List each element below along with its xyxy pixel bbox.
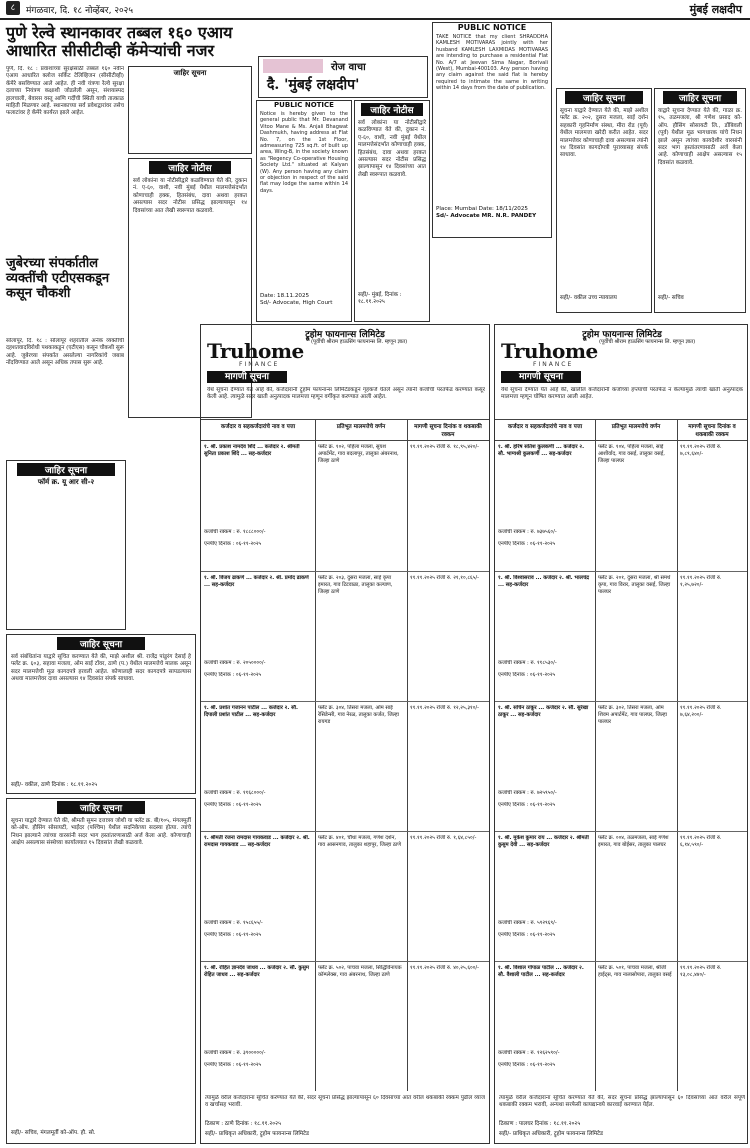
property-description: फ्लॅट क्र. ४०१, चौथा मजला, गणेश दर्शन, गाव आसनगाव, तालुका शहापूर, जिल्हा ठाणे <box>318 835 401 848</box>
truhome-right-th-name: कर्जदार व सहकर्जदारांचे नाव व पत्ता <box>507 424 583 430</box>
table-row <box>201 831 489 962</box>
notice-left-text: सर्व लोकांना या नोटीसीद्वारे कळविण्यात येते की, दुकान नं. ए-६०, वाशी, नवी मुंबई येथील मालमत्तेसंदर्भात कोणाचाही हक्क, हितसंबंध, दावा अथवा हरकत असल्यास सदर नोटीस प्रसिद्ध झाल्यापासून १४ दिवसांच्या आत लेखी स्वरूपात कळवावे. <box>133 178 247 214</box>
npa-date: एनपीए दिनांक : ०६-११-२०२५ <box>204 802 262 808</box>
truhome-left-logo-sub: FINANCE <box>239 361 280 368</box>
promo-main: दै. 'मुंबई लक्षदीप' <box>267 77 360 93</box>
table-row <box>495 441 747 571</box>
truhome-left-sign: सही/- प्राधिकृत अधिकारी, ट्रूहोम फायनान्स लिमिटेड <box>205 1131 309 1137</box>
right-notice-2-sign: सही/- सचिव <box>658 295 684 301</box>
page-header <box>0 0 750 20</box>
truhome-notice-right <box>494 324 748 1144</box>
npa-date: एनपीए दिनांक : ०६-११-२०२५ <box>204 932 262 938</box>
truhome-left-intro: येथे सूचना देण्यात येत आहे की, कर्जदारांनी ट्रूहोम फायनान्स लिमिटेडकडून गृहकर्ज घेतले असून त्यांनी कर्जाची परतफेड करण्यात कसूर केली आहे. त्यामुळे सदर खाती अनुत्पादक मालमत्ता म्हणून वर्गीकृत करण्यात आली आहेत. <box>207 387 485 401</box>
truhome-right-place: ठिकाण : पालघर दिनांक : १८.११.२०२५ <box>499 1121 581 1127</box>
outstanding-amount: ११.११.२०२५ रोजी रु. २१,१०,८६५/- <box>410 575 480 581</box>
loan-amount: कर्जाची रक्कम : रु. ३९०००००/- <box>204 1050 266 1056</box>
truhome-right-company-sub: (पूर्वीची श्रीराम हाऊसिंग फायनान्स लि. म्हणून ज्ञात) <box>599 339 696 345</box>
borrower-name: १. श्रीमती रंजना रामदास गायकवाड ... कर्जदार २. श्री. रामदास गायकवाड ... सह-कर्जदार <box>204 835 310 848</box>
property-description: फ्लॅट क्र. २०३, दुसरा मजला, साई कृपा इमारत, गाव टिटवाळा, तालुका कल्याण, जिल्हा ठाणे <box>318 575 393 595</box>
notice-left-title: जाहिर नोटीस <box>149 161 231 174</box>
jahir-notice-center-title: जाहिर नोटीस <box>361 103 423 116</box>
tender-box <box>6 460 126 630</box>
outstanding-amount: ११.११.२०२५ रोजी रु. १,६४,८५०/- <box>410 835 477 841</box>
table-row <box>201 961 489 1092</box>
promo-box <box>258 56 428 98</box>
borrower-name: १. श्री. प्रकाश नामदेव शिंदे ... कर्जदार २. श्रीमती सुनिता प्रकाश शिंदे ... सह-कर्जदार <box>204 444 300 457</box>
truhome-right-thead <box>495 419 747 441</box>
truhome-left-place: ठिकाण : ठाणे दिनांक : १८.११.२०२५ <box>205 1121 281 1127</box>
public-notice-1-text: Notice is hereby given to the general public that Mr. Devanand Vitoo Mane & Ms. Anjali Bhagwat Dashmukh, having address at Flat No. 7, on the 1st Floor, admeasuring 725 sq.ft. of built up area, Wing-B, in the society known as "Regency Co-operative Housing Society Ltd." situated at Kalyan (W). Any person having any claim or objection in respect of the said flat may lodge the same within 14 days. <box>260 111 348 194</box>
borrower-name: १. श्री. हरिष सतिश कुलकर्णी ... कर्जदार २. सौ. भाग्यश्री कुलकर्णी ... सह-कर्जदार <box>498 444 585 457</box>
headline-line2: आधारित सीसीटीव्ही कॅमेऱ्यांची नजर <box>6 41 215 60</box>
bottom-left-notice-2 <box>6 798 196 1144</box>
bottom-left-2-text: सूचना याद्वारे देण्यात येते की, श्रीमती सुमन दत्तात्रय जोशी या फ्लॅट क्र. बी/१०५, मंगलमूर्ती को-ऑप. हौसिंग सोसायटी, भाईंदर (पश्चिम) येथील सदनिकेच्या सदस्या होत्या. त्यांचे निधन झाल्याने त्यांच्या वारसांनी सदर भाग हस्तांतरणासाठी अर्ज केला आहे. कोणाचाही आक्षेप असल्यास संस्थेच्या कार्यालयात १५ दिवसांत लेखी कळवावे. <box>11 818 191 847</box>
truhome-right-sign: सही/- प्राधिकृत अधिकारी, ट्रूहोम फायनान्स लिमिटेड <box>499 1131 603 1137</box>
right-notice-1-title: जाहिर सूचना <box>565 91 643 104</box>
npa-date: एनपीए दिनांक : ०६-११-२०२५ <box>498 541 556 547</box>
loan-amount: कर्जाची रक्कम : रु. १२६२५९०/- <box>498 1050 560 1056</box>
truhome-right-company: ट्रूहोम फायनान्स लिमिटेड <box>582 330 662 340</box>
truhome-left-th-prop: प्रतिभूत मालमत्तेचे वर्णन <box>336 424 386 430</box>
truhome-right-th-amt: मागणी सूचना दिनांक व थकबाकी रक्कम <box>688 424 736 438</box>
news-main-text: पुणे, दि. १८ : प्रवाशांच्या सुरक्षेसाठी तब्बल १६० नवीन एआय आधारित क्लोज सर्किट टेलिव्हिजन (सीसीटीव्ही) कॅमेरे बसविण्यात आले आहेत. ही नवी यंत्रणा रेल्वे सुरक्षा दलाच्या नियंत्रण कक्षाशी जोडलेली असून, संशयास्पद हालचाली, बेवारस वस्तू आणि गर्दीची स्थिती याची तात्काळ माहिती मिळणार आहे. स्थानकाच्या सर्व प्रवेशद्वारांवर तसेच फलाटांवर हे कॅमेरे कार्यरत झाले आहेत. <box>6 66 124 117</box>
table-row <box>495 701 747 832</box>
truhome-left-company-sub: (पूर्वीची श्रीराम हाऊसिंग फायनान्स लि. म्हणून ज्ञात) <box>311 339 408 345</box>
property-description: फ्लॅट क्र. ३०४, तिसरा मजला, ओम साई रेसिडेन्सी, गाव नेरळ, तालुका कर्जत, जिल्हा रायगड <box>318 705 400 725</box>
npa-date: एनपीए दिनांक : ०६-११-२०२५ <box>204 541 262 547</box>
loan-amount: कर्जाची रक्कम : रु. १५८६५५/- <box>204 920 263 926</box>
loan-amount: कर्जाची रक्कम : रु. ७२५९५०/- <box>498 790 557 796</box>
borrower-name: १. श्री. विशाल गोपाळ पाटील ... कर्जदार २. सौ. वैशाली पाटील ... सह-कर्जदार <box>498 965 584 978</box>
headline-line1: पुणे रेल्वे स्थानकावर तब्बल १६० एआय <box>6 23 233 42</box>
truhome-left-logo: Truhome <box>207 339 304 363</box>
truhome-left-th-amt: मागणी सूचना दिनांक व थकबाकी रक्कम <box>414 424 482 438</box>
page-date: मंगळवार, दि. १८ नोव्हेंबर, २०२५ <box>26 6 134 16</box>
bottom-left-1-title: जाहिर सूचना <box>57 637 145 650</box>
promo-strip <box>263 59 323 73</box>
table-row <box>201 701 489 832</box>
outstanding-amount: ११.११.२०२५ रोजी रु. ७,६४,२००/- <box>680 705 722 718</box>
table-row <box>495 831 747 962</box>
jahir-notice-center-sign: सही/- मुंबई, दिनांक : १८.११.२०२५ <box>358 292 402 305</box>
loan-amount: कर्जाची रक्कम : रु. १८८८०००/- <box>204 529 266 535</box>
npa-date: एनपीए दिनांक : ०६-११-२०२५ <box>498 672 556 678</box>
property-description: फ्लॅट क्र. १०४, पहिला मजला, साई आशीर्वाद, गाव वसई, तालुका वसई, जिल्हा पालघर <box>598 444 665 464</box>
outstanding-amount: ११.११.२०२५ रोजी रु. ६,१४,५९०/- <box>680 835 722 848</box>
public-notice-1-date: Date: 18.11.2025 <box>260 293 310 299</box>
loan-amount: कर्जाची रक्कम : रु. ११८५३०/- <box>498 660 557 666</box>
borrower-name: १. श्री. मुकेश कुमार राय ... कर्जदार २. श्रीमती कुसुम देवी ... सह-कर्जदार <box>498 835 589 848</box>
bottom-left-1-sign: सही/- वकील, ठाणे दिनांक : १८.११.२०२५ <box>11 782 98 788</box>
npa-date: एनपीए दिनांक : ०६-११-२०२५ <box>498 1062 556 1068</box>
property-description: फ्लॅट क्र. ००४, तळमजला, साई गणेश इमारत, गाव बोईसर, तालुका पालघर <box>598 835 669 848</box>
public-notice-1-title: PUBLIC NOTICE <box>274 101 334 109</box>
outstanding-amount: ११.११.२०२५ रोजी रु. १,२५,७२०/- <box>680 575 722 588</box>
loan-amount: कर्जाची रक्कम : रु. ७३७५६०/- <box>498 529 557 535</box>
right-notice-2 <box>654 88 746 313</box>
property-description: फ्लॅट क्र. ५०२, पाचवा मजला, सिद्धिविनायक कॉम्प्लेक्स, गाव अंबरनाथ, जिल्हा ठाणे <box>318 965 402 978</box>
truhome-right-intro: येथे सूचना देण्यात येत आहे की, खालील कर्जदारांनी कर्जाच्या हप्त्यांची परतफेड न केल्यामुळे त्यांची खाती अनुत्पादक मालमत्ता म्हणून घोषित करण्यात आली आहेत. <box>501 387 743 401</box>
npa-date: एनपीए दिनांक : ०६-११-२०२५ <box>204 672 262 678</box>
public-notice-2-text: TAKE NOTICE that my client SHRADDHA KAMLESH MOTIVARAS jointly with her husband KAMLESH LAXMIDAS MOTIVARAS are intending to purchase a residential Flat No. A/7 at Jeevan Sima Nagar, Borivali (West), Mumbai-400103. Any person having any claim against the said flat is hereby required to intimate the same in writing within 14 days from the date of publication. <box>436 34 548 92</box>
outstanding-amount: ११.११.२०२५ रोजी रु. १२,२५,३१०/- <box>410 705 480 711</box>
property-description: फ्लॅट क्र. ५०१, पाचवा मजला, श्रीजी हाईट्स, गाव नालासोपारा, तालुका वसई <box>598 965 672 978</box>
property-description: फ्लॅट क्र. २०१, दुसरा मजला, श्री समर्थ कृपा, गाव विरार, तालुका वसई, जिल्हा पालघर <box>598 575 671 595</box>
notice-small-title: जाहिर सूचना <box>173 69 207 77</box>
table-row <box>201 571 489 702</box>
news-second-text: सोलापूर, दि. १८ : सोलापूर शहरातील अनेक व्यक्तींची दहशतवादविरोधी पथकाकडून (एटीएस) कसून चौकशी सुरू आहे. जुबेरच्या संपर्कात असलेल्या नागरिकांचे जबाब नोंदविण्यात आले असून अधिक तपास सुरू आहे. <box>6 338 124 367</box>
public-notice-1 <box>256 100 352 322</box>
outstanding-amount: ११.११.२०२५ रोजी रु. १८,९५,४२०/- <box>410 444 480 450</box>
truhome-right-footer: त्यामुळे वरील कर्जदारांना सूचित करण्यात येते की, सदर सूचना प्रसिद्ध झाल्यापासून ६० दिवसांच्या आत वरील संपूर्ण थकबाकी रक्कम भरावी, अन्यथा सरफेसी कायद्यान्वये कारवाई करण्यात येईल. <box>499 1095 745 1109</box>
loan-amount: कर्जाची रक्कम : रु. ११६८०००/- <box>204 790 266 796</box>
truhome-right-demand: मागणी सूचना <box>501 371 581 383</box>
table-row <box>495 961 747 1092</box>
property-description: फ्लॅट क्र. १०२, पहिला मजला, सुयश अपार्टमेंट, गाव बदलापूर, तालुका अंबरनाथ, जिल्हा ठाणे <box>318 444 399 464</box>
public-notice-1-sign: Sd/- Advocate, High Court <box>260 300 333 306</box>
borrower-name: १. श्री. प्रशांत गजानन पाटील ... कर्जदार २. सौ. दिपाली प्रशांत पाटील ... सह-कर्जदार <box>204 705 298 718</box>
truhome-left-company: ट्रूहोम फायनान्स लिमिटेड <box>305 330 385 340</box>
npa-date: एनपीए दिनांक : ०६-११-२०२५ <box>204 1062 262 1068</box>
loan-amount: कर्जाची रक्कम : रु. २०५००००/- <box>204 660 266 666</box>
tender-sub: फॉर्म क्र. यू आर सी-२ <box>37 478 95 486</box>
right-notice-1 <box>556 88 652 313</box>
truhome-left-footer: त्यामुळे वरील कर्जदारांना सूचित करण्यात येते की, सदर सूचना प्रसिद्ध झाल्यापासून ६० दिवसांच्या आत वरील थकबाकी रक्कम पुढील व्याज व खर्चासह भरावी. <box>205 1095 485 1109</box>
right-notice-2-text: याद्वारे सूचना देण्यात येते की, गाळा क्र. १५, तळमजला, श्री गणेश प्रसाद को-ऑप. हौसिंग सोसायटी लि., डोंबिवली (पूर्व) येथील मूळ भागधारक यांचे निधन झाले असून त्यांच्या कायदेशीर वारसांनी सदर भाग हस्तांतरणासाठी अर्ज केला आहे. कोणाचाही आक्षेप असल्यास १५ दिवसांत कळवावे. <box>658 108 742 166</box>
truhome-left-th-name: कर्जदार व सहकर्जदारांचे नाव व पत्ता <box>220 424 296 430</box>
table-row <box>495 571 747 702</box>
loan-amount: कर्जाची रक्कम : रु. ५९२९६९/- <box>498 920 557 926</box>
truhome-notice-left <box>200 324 490 1144</box>
outstanding-amount: ११.११.२०२५ रोजी रु. ७,८९,६४०/- <box>680 444 722 457</box>
truhome-right-logo-sub: FINANCE <box>533 361 574 368</box>
property-description: फ्लॅट क्र. ३०२, तिसरा मजला, ओम शिवम अपार्टमेंट, गाव पालघर, जिल्हा पालघर <box>598 705 668 725</box>
public-notice-2-place: Place: Mumbai Date: 18/11/2025 <box>436 206 528 212</box>
truhome-right-logo: Truhome <box>501 339 598 363</box>
outstanding-amount: ११.११.२०२५ रोजी रु. १३,०८,४४०/- <box>680 965 722 978</box>
right-notice-1-sign: सही/- वकील उच्च न्यायालय <box>560 295 617 301</box>
borrower-name: १. श्री. रोहित ज्ञानदेव जाधव ... कर्जदार २. सौ. कुसुम रोहित जाधव ... सह-कर्जदार <box>204 965 309 978</box>
npa-date: एनपीए दिनांक : ०६-११-२०२५ <box>498 932 556 938</box>
news-second-title: जुबेरच्या संपर्कातील व्यक्तींची एटीएसकडून कसून चौकशी <box>6 256 110 301</box>
jahir-notice-center <box>354 100 430 322</box>
npa-date: एनपीए दिनांक : ०६-११-२०२५ <box>498 802 556 808</box>
bottom-left-2-title: जाहिर सूचना <box>57 801 145 814</box>
borrower-name: १. श्री. विजय ढाकणे ... कर्जदार २. श्री. प्रमोद ढाकणे ... सह-कर्जदार <box>204 575 309 588</box>
truhome-left-demand: मागणी सूचना <box>207 371 287 383</box>
public-notice-2-title: PUBLIC NOTICE <box>457 23 527 32</box>
bottom-left-2-sign: सही/- सचिव, मंगलमूर्ती को-ऑप. हौ. सो. <box>11 1130 96 1136</box>
table-row <box>201 441 489 571</box>
outstanding-amount: ११.११.२०२५ रोजी रु. ४०,२५,६००/- <box>410 965 480 971</box>
borrower-name: १. श्री. विश्वासराव ... कर्जदार २. श्री. भालचंद्र ... सह-कर्जदार <box>498 575 589 588</box>
right-notice-1-text: सूचना याद्वारे देण्यात येते की, माझे अशील फ्लॅट क्र. २०२, दुसरा मजला, साई दर्शन सहकारी गृहनिर्माण संस्था, मीरा रोड (पूर्व) येथील मालमत्ता खरेदी करीत आहेत. सदर मालमत्तेवर कोणाचाही दावा असल्यास त्यांनी १४ दिवसांत कागदोपत्री पुराव्यासह संपर्क साधावा. <box>560 108 648 159</box>
truhome-right-th-prop: प्रतिभूत मालमत्तेचे वर्णन <box>611 424 661 430</box>
borrower-name: १. श्री. सचिन ठाकूर ... कर्जदार २. सौ. सुरेखा ठाकूर ... सह-कर्जदार <box>498 705 589 718</box>
bottom-left-1-text: सर्व संबंधितांना याद्वारे सूचित करण्यात येते की, माझे अशील श्री. राजेंद्र पांडुरंग देसाई हे फ्लॅट क्र. ६०३, सहावा मजला, ओम साई टॉवर, ठाणे (प.) येथील मालमत्तेचे मालक असून सदर मालमत्तेची मूळ कागदपत्रे हरवली आहेत. कोणालाही सदर कागदपत्रे सापडल्यास अथवा मालमत्तेवर दावा असल्यास १४ दिवसांत संपर्क साधावा. <box>11 654 191 683</box>
public-notice-2-sign: Sd/- Advocate MR. N.R. PANDEY <box>436 213 537 219</box>
newspaper-name: मुंबई लक्षदीप <box>689 3 742 16</box>
page-number: ८ <box>6 1 20 15</box>
bottom-left-notice-1 <box>6 634 196 794</box>
right-notice-2-title: जाहिर सूचना <box>663 91 737 104</box>
main-headline <box>6 24 476 60</box>
tender-title: जाहिर सूचना <box>17 463 115 476</box>
news-article-main <box>6 66 124 252</box>
public-notice-2 <box>432 22 552 238</box>
notice-box-small <box>128 66 252 154</box>
truhome-left-thead <box>201 419 489 441</box>
promo-top: रोज वाचा <box>331 62 366 73</box>
jahir-notice-center-text: सर्व लोकांना या नोटीसीद्वारे कळविण्यात येते की, दुकान नं. ए-६०, वाशी, नवी मुंबई येथील मालमत्तेसंदर्भात कोणाचाही हक्क, हितसंबंध, दावा अथवा हरकत असल्यास सदर नोटीस प्रसिद्ध झाल्यापासून १४ दिवसांच्या आत लेखी स्वरूपात कळवावे. <box>358 120 426 178</box>
